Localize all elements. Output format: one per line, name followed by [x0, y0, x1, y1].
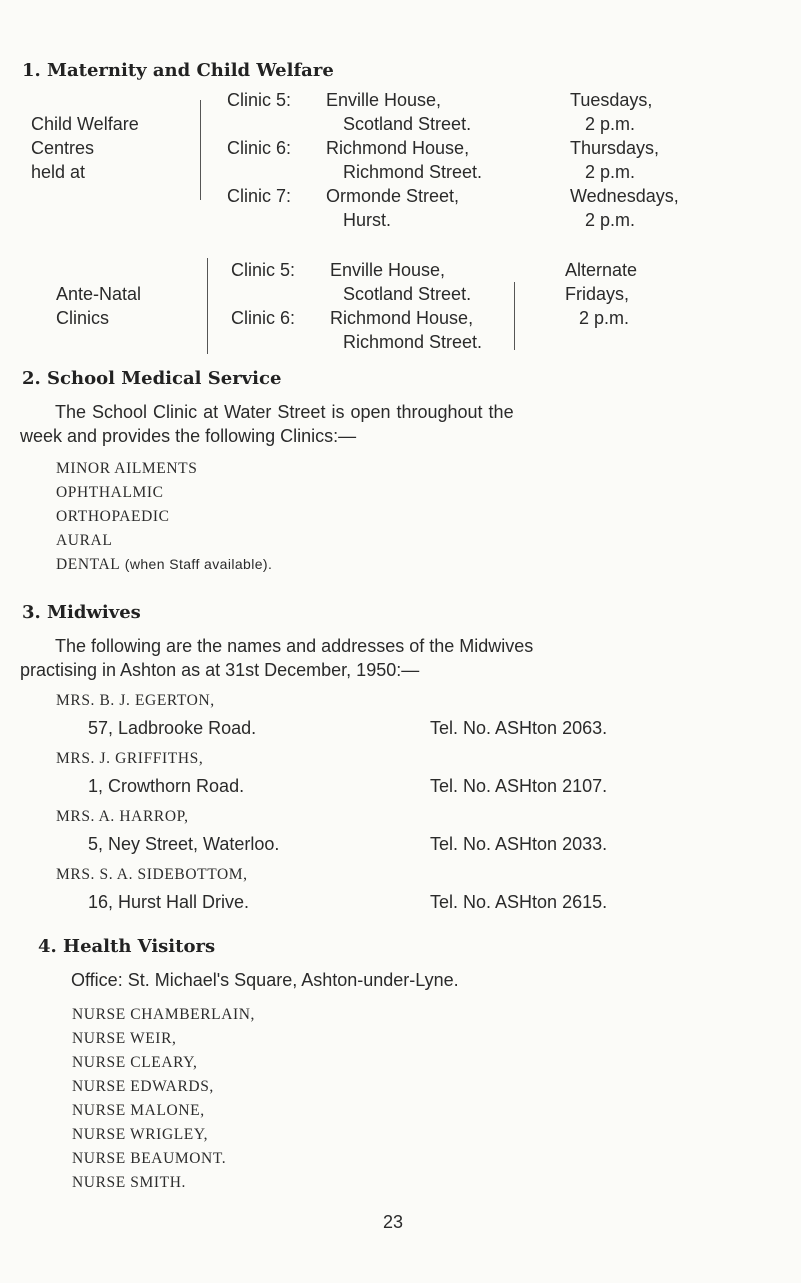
section-4-heading: 4. Health Visitors — [38, 936, 216, 957]
child-welfare-label: held at — [31, 162, 86, 182]
health-office: Office: St. Michael's Square, Ashton-under-Lyne. — [71, 970, 459, 990]
midwife-tel: Tel. No. ASHton 2033. — [430, 834, 608, 854]
nurse-name: NURSE MALONE, — [72, 1102, 205, 1119]
brace-left — [200, 100, 201, 200]
midwife-name: MRS. J. GRIFFITHS, — [56, 750, 204, 767]
midwife-name: MRS. S. A. SIDEBOTTOM, — [56, 866, 248, 883]
clinic-street: Richmond Street. — [343, 162, 483, 182]
midwife-address: 1, Crowthorn Road. — [88, 776, 245, 796]
clinic-place: Enville House, — [330, 260, 446, 280]
clinic-list-item: AURAL — [56, 532, 113, 549]
midwife-address: 57, Ladbrooke Road. — [88, 718, 257, 738]
ante-natal-schedule: 2 p.m. — [579, 308, 630, 328]
midwife-name: MRS. A. HARROP, — [56, 808, 189, 825]
section-3-paragraph: The following are the names and addresses of the Midwives — [55, 636, 534, 656]
dental-label: DENTAL — [56, 556, 121, 573]
brace-left — [207, 258, 208, 354]
clinic-street: Richmond Street. — [343, 332, 483, 352]
clinic-place: Richmond House, — [326, 138, 470, 158]
page-number: 23 — [383, 1212, 404, 1232]
nurse-name: NURSE CLEARY, — [72, 1054, 198, 1071]
dental-note: (when Staff available). — [124, 556, 273, 572]
nurse-name: NURSE BEAUMONT. — [72, 1150, 227, 1167]
section-2-paragraph: The School Clinic at Water Street is open throughout the — [55, 402, 514, 422]
child-welfare-label: Child Welfare — [31, 114, 139, 134]
clinic-number: Clinic 6: — [227, 138, 292, 158]
clinic-list-item: MINOR AILMENTS — [56, 460, 198, 477]
nurse-name: NURSE EDWARDS, — [72, 1078, 214, 1095]
clinic-time: 2 p.m. — [585, 210, 636, 230]
clinic-place: Enville House, — [326, 90, 442, 110]
clinic-list-item — [56, 556, 272, 574]
clinic-place: Ormonde Street, — [326, 186, 460, 206]
midwife-tel: Tel. No. ASHton 2107. — [430, 776, 608, 796]
clinic-time: 2 p.m. — [585, 162, 636, 182]
ante-natal-schedule: Alternate — [565, 260, 638, 280]
nurse-name: NURSE CHAMBERLAIN, — [72, 1006, 256, 1023]
clinic-day: Wednesdays, — [570, 186, 679, 206]
section-2-heading: 2. School Medical Service — [22, 368, 282, 389]
clinic-street: Scotland Street. — [343, 284, 472, 304]
midwife-tel: Tel. No. ASHton 2615. — [430, 892, 608, 912]
ante-natal-label: Clinics — [56, 308, 110, 328]
nurse-name: NURSE WEIR, — [72, 1030, 177, 1047]
midwife-address: 5, Ney Street, Waterloo. — [88, 834, 280, 854]
clinic-list-item: OPHTHALMIC — [56, 484, 164, 501]
midwife-name: MRS. B. J. EGERTON, — [56, 692, 215, 709]
clinic-place: Richmond House, — [330, 308, 474, 328]
nurse-name: NURSE WRIGLEY, — [72, 1126, 209, 1143]
midwife-tel: Tel. No. ASHton 2063. — [430, 718, 608, 738]
clinic-number: Clinic 6: — [231, 308, 296, 328]
clinic-number: Clinic 5: — [227, 90, 292, 110]
midwife-address: 16, Hurst Hall Drive. — [88, 892, 250, 912]
child-welfare-label: Centres — [31, 138, 95, 158]
clinic-street: Hurst. — [343, 210, 392, 230]
section-1-heading: 1. Maternity and Child Welfare — [22, 60, 334, 81]
section-3-heading: 3. Midwives — [22, 602, 141, 623]
clinic-street: Scotland Street. — [343, 114, 472, 134]
ante-natal-label: Ante-Natal — [56, 284, 142, 304]
clinic-number: Clinic 5: — [231, 260, 296, 280]
clinic-time: 2 p.m. — [585, 114, 636, 134]
ante-natal-schedule: Fridays, — [565, 284, 630, 304]
section-3-paragraph: practising in Ashton as at 31st December, 1950:— — [20, 660, 420, 680]
nurse-name: NURSE SMITH. — [72, 1174, 186, 1191]
clinic-day: Thursdays, — [570, 138, 660, 158]
clinic-day: Tuesdays, — [570, 90, 653, 110]
clinic-list-item: ORTHOPAEDIC — [56, 508, 170, 525]
clinic-number: Clinic 7: — [227, 186, 292, 206]
section-2-paragraph: week and provides the following Clinics:— — [20, 426, 357, 446]
brace-right — [510, 282, 515, 350]
